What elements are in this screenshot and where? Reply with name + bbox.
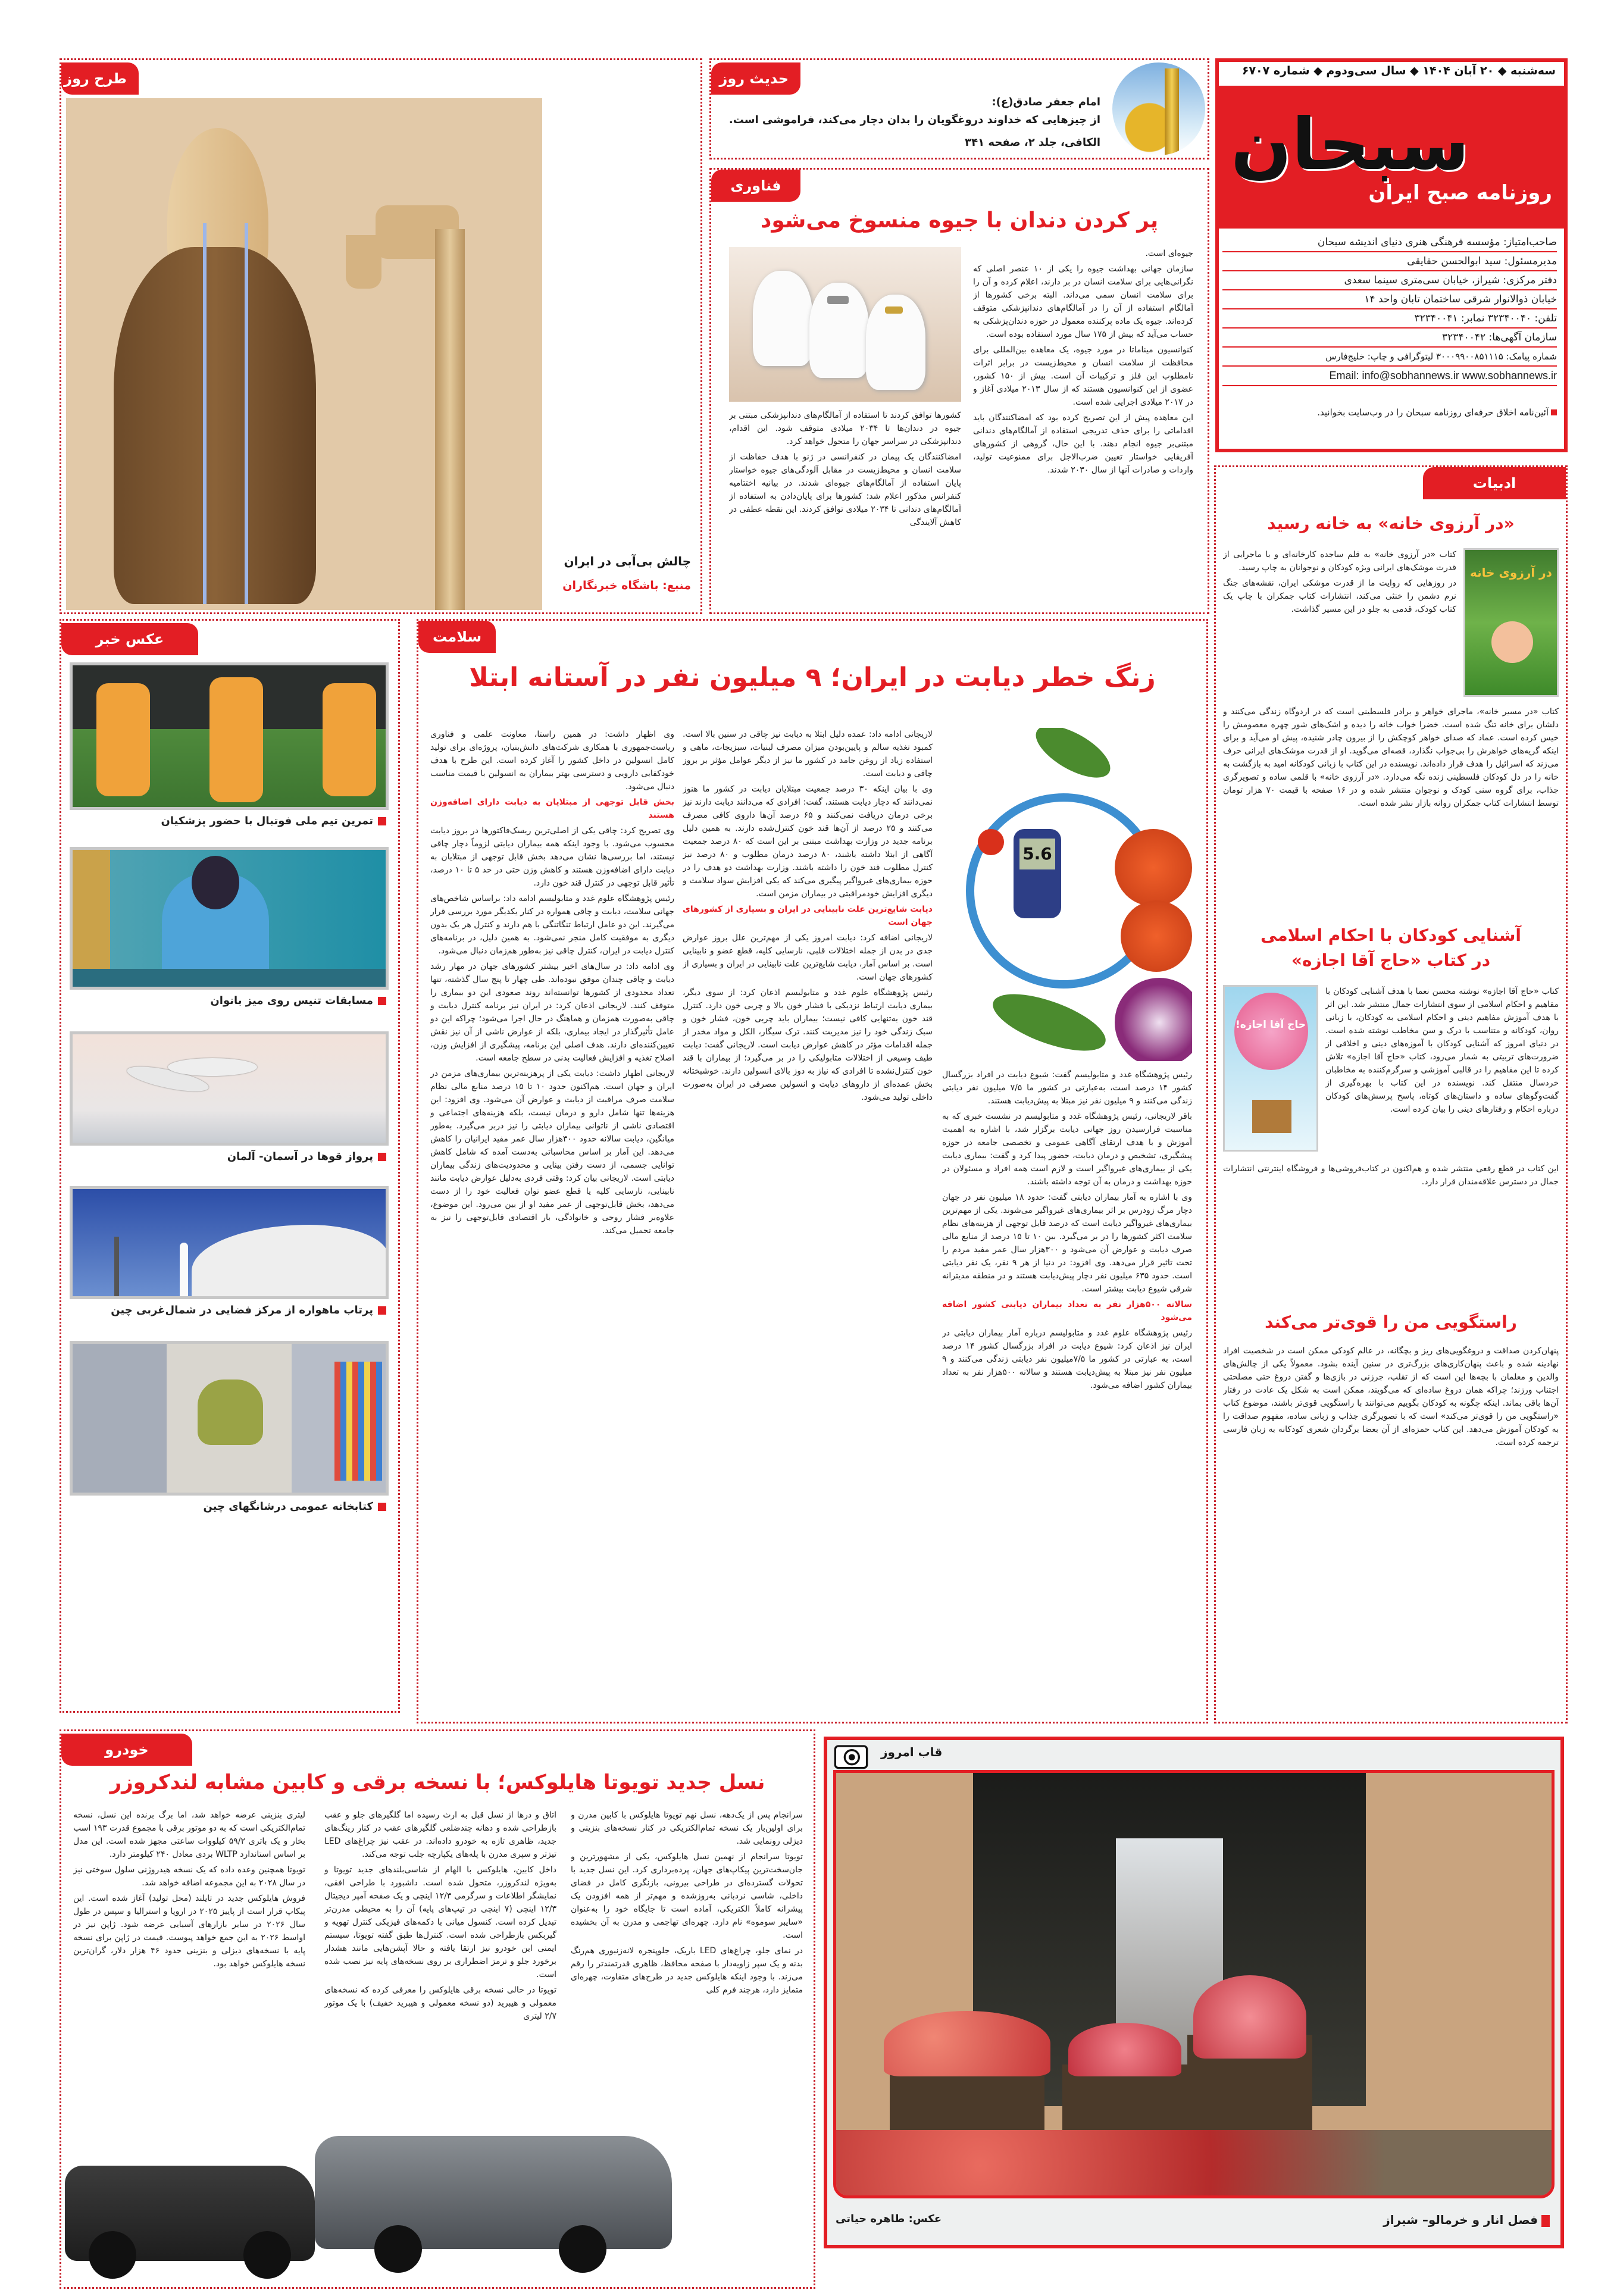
- health-paragraph: لاریجانی ادامه داد: عمده دلیل ابتلا به دیابت نیز چاقی در سنین بالا است. کمبود تغذیه سالم و پایین‌بودن میزان مصرف لبنیات، سبزیجات، ماهی و استفاده زیاد از روغن جامد در کشور ما نیز از دیگر عوامل مؤثر بر بروز چاقی و دیابت است.: [683, 730, 933, 778]
- masthead-info-ads: سازمان آگهی‌ها: ۳۲۳۴۰۰۴۲: [1222, 329, 1557, 348]
- photo-shanghai-library: [70, 1341, 389, 1496]
- health-paragraph: رئیس پژوهشگاه علوم غدد و متابولیسم اذعان کرد: از سوی دیگر، بیماری دیابت ارتباط نزدیکی با فشار خون بالا و چربی خون دارد. کنترل قند خون به‌تنهایی کافی نیست؛ بیماران باید چربی خون، فشار خون و سبک زندگی خود را نیز مدیریت کنند. ترک سیگار، الکل و مواد مخدر از جمله اقدامات مؤثر در کاهش عوارض دیابت است. لاریجانی گفت: دیابت طیف وسیعی از اختلالات متابولیکی را در بر می‌گیرد؛ از بیماران با قند خون کنترل‌نشده تا افرادی که نیاز به دوز بالای انسولین دارند. خوشبختانه بخش عمده‌ای از داروهای دیابت و انسولین مصرفی در ایران به‌صورت داخلی تولید می‌شود.: [683, 988, 933, 1102]
- bullet-square-icon: [378, 817, 386, 825]
- book-cover-haj-agha-ejazeh: [1223, 985, 1318, 1152]
- technology-paragraph: این معاهده پیش از این تصریح کرده بود که امضاکنندگان باید اقداماتی را برای حذف تدریجی استفاده از آمالگام‌های دندانی مبتنی‌بر جیوه انجام دهند. با این حال، گروهی از کشورهای آفریقایی خواستار تعیین ضرب‌الاجل برای ممنوعیت تولید، واردات و صادرات آنها از سال ۲۰۳۰ شدند.: [973, 413, 1193, 475]
- hadith-text: از چیزهایی که خداوند دروغگویان را بدان دچار می‌کند، فراموشی است.: [728, 114, 1100, 126]
- masthead-box: [1215, 58, 1568, 452]
- photo-caption: [227, 1150, 386, 1163]
- design-of-day-box: [60, 58, 702, 614]
- technology-col1: [973, 247, 1193, 606]
- health-headline: زنگ خطر دیابت در ایران؛ ۹ میلیون نفر در آستانه ابتلا: [469, 662, 1156, 693]
- camera-icon: [827, 1740, 875, 1770]
- bullet-square-icon: [1541, 2215, 1550, 2227]
- hadith-tag: حدیث روز: [711, 62, 800, 95]
- frame-caption-text: فصل انار و خرمالو– شیراز: [1383, 2213, 1538, 2227]
- literature-story2-headline-1: آشنایی کودکان با احکام اسلامی: [1261, 925, 1521, 945]
- health-paragraph: وی تصریح کرد: چاقی یکی از اصلی‌ترین ریسک‌فاکتورها در بروز دیابت محسوب می‌شود. با وجود اینکه همه بیماران دیابتی لزوماً دچار چاقی نیستند، اما بررسی‌ها نشان می‌دهد بخش قابل توجهی از مبتلایان به دیابت دارای اضافه‌وزن هستند و کاهش وزن حتی در حد ۵ تا ۱۰ درصد، تأثیر قابل توجهی در کنترل قند خون دارد.: [430, 826, 674, 888]
- literature-story1-text-cont: [1223, 705, 1559, 908]
- design-of-day-source: منبع: باشگاه خبرنگاران: [562, 579, 691, 592]
- frame-of-day-box: [824, 1737, 1564, 2248]
- automotive-paragraph: تویوتا سرانجام از نهمین نسل هایلوکس، یکی از مشهورترین و جان‌سخت‌ترین پیکاپ‌های جهان، پرده‌برداری کرد. این نسل جدید با تحولات گسترده‌ای در طراحی بیرونی، بازنگری کامل در فضای داخلی، شاسی نردبانی به‌روزشده و مهم‌تر از همه افزودن یک پیشرانه کاملاً الکتریکی، آماده است تا جایگاه خود را به‌عنوان «سایبر سوموه» نام دارد. چهره‌ای تهاجمی و مدرن به آن بخشیده است.: [571, 1852, 803, 1940]
- photo-caption: [210, 994, 386, 1007]
- technology-paragraph: امضاکنندگان یک پیمان در کنفرانسی در ژنو با هدف حفاظت از سلامت انسان و محیط‌زیست در مقابل آلودگی‌های جیوه خواستار پایان استفاده از آمالگام‌های جیوه‌ای شدند. در بیانیه اختتامیه کنفرانس مذکور اعلام شد: کشورها برای پایان‌دادن به استفاده از آمالگام‌های دندانی تا ۲۰۳۴ میلادی توافق کردند. این نقطه عطفی در کاهش آلایندگی: [729, 452, 961, 527]
- literature-paragraph: کتاب «در مسیر خانه»، ماجرای خواهر و برادر فلسطینی است که در اردوگاه زندگی می‌کنند و دلشان برای خانه تنگ شده است. خضرا خواب خانه را دیده و اشک‌های شور چهره معصومش را خیس کرده است. عماد که صدای خواهر کوچکش را از بیرون چادر شنیده، پیش او می‌آید و برای اینکه گریه‌های خواهرش را بی‌جواب نگذارد، قصه‌ای می‌گوید. او از قدرت موشک‌های ایرانی حرف می‌زند که اسرائیل را هدف قرار داده‌اند. نویسنده در این کتاب با زبانی کودکانه امید به بازگشت به خانه را در دل کودکان فلسطینی زنده نگه می‌دارد. «در آرزوی خانه» با قلمی ساده و تصویرگری جذاب، برای گروه سنی کودک و نوجوان منتشر شده و در ۱۶ صفحه با قیمت ۷۰ هزار تومان توسط انتشارات کتاب جمکران روانه بازار نشر شده است.: [1223, 707, 1559, 808]
- masthead-dateline: سه‌شنبه ◆ ۲۰ آبان ۱۴۰۴ ◆ سال سی‌ودوم ◆ شماره ۶۷۰۷: [1241, 64, 1556, 77]
- frame-of-day-tag: قاب امروز: [881, 1745, 943, 1759]
- book-cover-dar-arezooye-khaneh: [1463, 548, 1559, 697]
- health-box: [417, 619, 1208, 1723]
- photo-table-tennis: [70, 847, 389, 990]
- masthead-info-owner: صاحب‌امتیاز: مؤسسه فرهنگی هنری دنیای اندیشه سبحان: [1222, 233, 1557, 252]
- automotive-box: [60, 1729, 815, 2289]
- ethics-note-text: آئین‌نامه اخلاق حرفه‌ای روزنامه سبحان را در وب‌سایت بخوانید.: [1317, 407, 1549, 418]
- literature-tag: ادبیات: [1423, 467, 1566, 499]
- automotive-tag: خودرو: [61, 1734, 192, 1766]
- literature-paragraph: کتاب «حاج آقا اجازه» نوشته محسن نعما با هدف آشنایی کودکان با مفاهیم و احکام اسلامی از سوی انتشارات جمال منتشر شد. این اثر با هدف آموزش مفاهیم دینی و احکام اسلامی به کودکان، با زبانی روان، کودکانه و متناسب با درک و سن مخاطب نوشته شده است. در دنیای امروز که آشنایی کودکان با آموزه‌های دینی و اخلاقی از ضرورت‌های تربیتی به شمار می‌رود، کتاب «حاج آقا اجازه» تلاش کرده تا این مفاهیم را در قالبی آموزشی و سرگرم‌کننده به مخاطبان خردسال منتقل کند. نویسنده در این کتاب با بهره‌گیری از گفت‌وگوهای ساده و داستان‌های کوتاه، پاسخ پرسش‌های کودکان درباره احکام و رفتارهای دینی را بیان کرده است.: [1325, 987, 1559, 1114]
- literature-story3-headline: راستگویی من را قوی‌تر می‌کند: [1265, 1312, 1517, 1332]
- design-of-day-tag: طرح روز: [61, 62, 139, 95]
- technology-paragraph: کشورها توافق کردند تا استفاده از آمالگام‌های دندانپزشکی مبتنی بر جیوه در دندان‌ها تا ۲۰۳۴ میلادی متوقف شود. این اقدام، دندانپزشکی در سراسر جهان را متحول خواهد کرد.: [729, 411, 961, 446]
- frame-of-day-caption: [1383, 2213, 1550, 2227]
- health-col-b: [683, 728, 933, 1716]
- masthead-ethics-note: [1317, 407, 1557, 418]
- bullet-square-icon: [1551, 409, 1557, 415]
- hadith-box: [709, 58, 1209, 159]
- hadith-speaker: امام جعفر صادق(ع):: [992, 96, 1100, 108]
- bullet-square-icon: [378, 1306, 386, 1315]
- teeth-image: [729, 247, 961, 402]
- literature-story1-headline: «در آرزوی خانه» به خانه رسید: [1267, 514, 1515, 533]
- caption-text: کتابخانه عمومی درشانگهای چین: [203, 1500, 373, 1513]
- automotive-col2: [324, 1809, 556, 2106]
- health-col-a: [942, 1068, 1192, 1717]
- technology-paragraph: جیوه‌ای است.: [1145, 249, 1193, 258]
- bullet-square-icon: [378, 1153, 386, 1161]
- shrine-image: [1112, 62, 1205, 155]
- automotive-headline: نسل جدید تویوتا هایلوکس؛ با نسخه برقی و کابین مشابه لندکروزر: [110, 1771, 765, 1794]
- health-paragraph: وی با اشاره به آمار بیماران دیابتی گفت: حدود ۱۸ میلیون نفر در جهان دچار مرگ زودرس بر اثر بیماری‌های غیرواگیر می‌شوند. یکی از مهم‌ترین بیماری‌های غیرواگیر دیابت است که درصد قابل توجهی از هزینه‌های نظام سلامت اکثر کشورها را در بر می‌گیرد. بین ۱۰ تا ۱۵ درصد از منابع مالی صرف دیابت و عوارض آن می‌شود و ۳۰۰هزار سال عمر مفید مردم را تحت تاثیر قرار می‌دهد. وی افزود: در دنیا از هر ۹ نفر، یک نفر دیابتی است. حدود ۶۳۵ میلیون نفر دچار پیش‌دیابت هستند و در منطقه مدیترانه شرقی شیوع دیابت بیشتر است.: [942, 1193, 1192, 1294]
- book-cover-title-2: حاج آقا اجازه!: [1235, 1019, 1306, 1031]
- technology-paragraph: سازمان جهانی بهداشت جیوه را یکی از ۱۰ عنصر اصلی که نگرانی‌هایی برای سلامت انسان در بر دارند، اعلام کرده و آن را برای سلامت انسان سمی می‌داند. البته برخی کشورها از آمالگام استفاده از آن را در آمالگام‌های دندانپزشکی متوقف کرده‌اند. جیوه یک ماده پرکننده معمول در حوزه دندان‌پزشکی به حساب می‌آید که بیش از ۱۷۵ سال مورد استفاده بوده است.: [973, 264, 1193, 339]
- photo-satellite-launch: [70, 1186, 389, 1299]
- bullet-square-icon: [378, 1503, 386, 1511]
- technology-headline: پر کردن دندان با جیوه منسوخ می‌شود: [760, 208, 1159, 233]
- diabetes-image: [942, 728, 1192, 1061]
- literature-story2-text: [1325, 985, 1559, 1158]
- bullet-square-icon: [378, 997, 386, 1005]
- technology-paragraph: کنوانسیون میناماتا در مورد جیوه، یک معاهده بین‌المللی برای محافظت از سلامت انسان و محیط‌زیست در برابر اثرات نامطلوب این فلز و ترکیبات آن است. بیش از ۱۵۰ کشور، عضوی از این کنوانسیون هستند که از سال ۲۰۱۳ میلادی آغاز و در ۲۰۱۷ میلادی اجرایی شده است.: [973, 345, 1193, 407]
- literature-paragraph: پنهان‌کردن صداقت و دروغگویی‌های ریز و بچگانه، در عالم کودکی ممکن است در شخصیت افراد نهادینه شده و باعث پنهان‌کاری‌های بزرگ‌تری در سنین آینده بشود. معمولاً یکی از چالش‌های والدین و معلمان با بچه‌ها این است که از تقلب، جرزنی در بازی‌ها و گفتن دروغ حتی مصلحتی اجتناب ورزند؛ چراکه همان دروغ ساده‌ای که می‌گویند، ممکن است به شکل یک عادت در رفتار آن‌ها باقی بماند. اینکه چگونه به کودکان بگوییم می‌توانند با راستگویی قوی‌تر باشند، موضوع کتاب «راستگویی من را قوی‌تر می‌کند» است که با تصویرگری جذاب و زبانی ساده، مفهوم صداقت را به کودکان آموزش می‌دهد. این کتاب حمزه‌ای از آن بعضا برگردان شعری کودکانه به زبان فارسی ترجمه کرده است.: [1223, 1346, 1559, 1447]
- technology-box: [709, 168, 1209, 614]
- hadith-source: الکافی، جلد ۲، صفحه ۳۴۱: [965, 136, 1100, 149]
- automotive-paragraph: سرانجام پس از یک‌دهه، نسل نهم تویوتا هایلوکس با کابین مدرن و برای اولین‌بار یک نسخه تمام‌الکتریکی در کنار نسخه‌های بنزینی و دیزلی رونمایی شد.: [571, 1810, 803, 1846]
- hilux-image: [65, 2112, 672, 2285]
- health-subheading: دیابت شایع‌ترین علت نابینایی در ایران و بسیاری از کشورهای جهان است: [683, 905, 933, 927]
- health-col-c: [430, 728, 674, 1716]
- masthead-info: [1222, 233, 1557, 386]
- masthead-logo-text: سبحان: [1231, 104, 1469, 186]
- caption-text: پرواز قوها در آسمان- آلمان: [227, 1150, 373, 1163]
- masthead-info-director: مدیرمسئول: سید ابوالحسن حقایقی: [1222, 252, 1557, 271]
- photo-caption: [204, 1500, 387, 1513]
- design-of-day-caption: چالش بی‌آبی در ایران: [564, 554, 691, 568]
- masthead-info-sms: شماره پیامک: ۳۰۰۰۹۹۰۰۸۵۱۱۱۵ لیتوگرافی و چاپ: خلیج‌فارس: [1222, 348, 1557, 367]
- masthead-email-link[interactable]: Email: info@sobhannews.ir www.sobhannews.ir: [1329, 370, 1557, 381]
- health-paragraph: رئیس پژوهشگاه علوم غدد و متابولیسم درباره آمار بیماران دیابتی در ایران نیز اذعان کرد: شیوع دیابت در افراد بزرگسال کشور ۱۴ درصد است، به عبارتی در کشور ما ۷/۵میلیون نفر دیابتی زندگی می‌کنند و ۹ میلیون نفر نیز مبتلا به پیش‌دیابت هستند و سالانه ۵۰۰هزار نفر به تعداد بیماران کشور اضافه می‌شود.: [942, 1328, 1192, 1390]
- glucose-meter-reading: 5.6: [1019, 839, 1055, 869]
- automotive-paragraph: اتاق و درها از نسل قبل به ارث رسیده اما گلگیرهای جلو و عقب بازطراحی شده و دهانه چندضلعی گلگیرهای عقب در کنار رینگ‌های جدید، ظاهری تازه به خودرو داده‌اند. در عقب نیز چراغ‌های LED تیزتر و سپری مدرن با پله‌های یکپارچه جلب توجه می‌کند.: [324, 1810, 556, 1859]
- automotive-paragraph: داخل کابین، هایلوکس با الهام از شاسی‌بلندهای جدید تویوتا و به‌ویژه لندکروزر، متحول شده است. داشبورد با طراحی افقی، نمایشگر اطلاعات و سرگرمی ۱۲/۳ اینچی و یک صفحه آمپر دیجیتال ۱۲/۳ اینچی (۷ اینچی در تیپ‌های پایه) آن را به محیطی مدرن‌تر تبدیل کرده است. کنسول میانی با دکمه‌های فیزیکی کنترل تهویه و گیربکس بازطراحی شده است. کنترل‌ها طبق گفته تویوتا، سیستم ایمنی این خودرو نیز ارتقا یافته و حالا آپشن‌هایی مانند هشدار برخورد جلو و ترمز اضطراری بر روی نسخه‌های پایه نیز نصب شده است.: [324, 1865, 556, 1979]
- automotive-paragraph: فروش هایلوکس جدید در تایلند (محل تولید) آغاز شده است. این پیکاپ قرار است از پاییز ۲۰۲۵ در اروپا و استرالیا و سپس در طول سال ۲۰۲۶ در سایر بازارهای آسیایی عرضه شود. ژاپن نیز در اواسط ۲۰۲۶ به این جمع خواهد پیوست. قیمت در ژاپن برای نسخه پایه با نسخه‌های دیزلی و بنزینی حدود ۴۶ هزار دلار، گران‌ترین نسخه هایلوکس خواهد بود.: [73, 1894, 305, 1969]
- photo-caption: [161, 815, 386, 827]
- technology-tag: فناوری: [711, 170, 800, 202]
- literature-box: [1214, 465, 1568, 1723]
- health-paragraph: وی با بیان اینکه ۳۰ درصد جمعیت مبتلایان دیابت در کشور ما هنوز نمی‌دانند که دچار دیابت هستند، گفت: افرادی که می‌دانند دیابت دارند نیز برخی درمان دریافت نمی‌کنند و ۶۵ درصد آن‌ها داروی کافی مصرف می‌کنند و ۲۵ درصد از آن‌ها قند خون کنترل‌شده دارند. به همین دلیل برنامه جدید در وزارت بهداشت مبتنی بر این است که ۸۰ درصد جمعیت آگاهی از ابتلا داشته باشند، ۸۰ درصد درمان مطلوب و ۸۰ درصد نیز کنترل مطلوب قند خون را داشته باشند. وزارت بهداشت دو هدف را در حوزه بیماری‌های غیرواگیر پیگیری می‌کند که یکی افزایش سواد سلامت و دیگری افزایش خودمراقبتی در بیماران مزمن است.: [683, 784, 933, 899]
- literature-story2-text-cont: [1223, 1162, 1559, 1198]
- masthead-tagline: روزنامه صبح ایران: [1368, 181, 1552, 205]
- masthead-email: [1222, 367, 1557, 386]
- literature-paragraph: کتاب «در آرزوی خانه» به قلم ساجده کارخانه‌ای و با ماجرایی از قدرت موشک‌های ایرانی ویژه کودکان و نوجوانان به چاپ رسید.: [1223, 550, 1456, 573]
- automotive-paragraph: در نمای جلو، چراغ‌های LED باریک، جلوپنجره لانه‌زنبوری هم‌رنگ بدنه و یک سپر زاویه‌دار با صفحه محافظ، ظاهری قدرتمندتر را رقم می‌زند. با وجود اینکه هایلوکس جدید در طرح‌های متفاوت، چهره‌ای متمایز دارد، هرچند فرم کلی: [571, 1946, 803, 1995]
- masthead-info-office: دفتر مرکزی: شیراز، خیابان سی‌متری سینما سعدی: [1222, 271, 1557, 290]
- literature-story1-text: [1223, 548, 1456, 700]
- automotive-paragraph: لیتری بنزینی عرضه خواهد شد، اما برگ برنده این نسل، نسخه تمام‌الکتریکی است که به دو موتور برقی با مجموع قدرت ۱۹۳ اسب بخار و یک باتری ۵۹/۲ کیلووات ساعتی مجهز شده است. این مدل بر اساس استاندارد WLTP بردی معادل ۲۴۰ کیلومتر دارد.: [73, 1810, 305, 1859]
- health-tag: سلامت: [418, 621, 496, 653]
- automotive-paragraph: تویوتا همچنین وعده داده که یک نسخه هیدروژنی سلول سوختی نیز در سال ۲۰۲۸ به این مجموعه اضافه خواهد شد.: [73, 1865, 305, 1888]
- masthead-info-phone: تلفن: ۳۲۳۴۰۰۴۰ نمابر: ۳۲۳۴۰۰۴۱: [1222, 309, 1557, 329]
- health-paragraph: باقر لاریجانی، رئیس پژوهشگاه غدد و متابولیسم در نشست خبری که به مناسبت فرارسیدن روز جهانی دیابت برگزار شد، با اشاره به اهمیت آموزش و با هدف ارتقای آگاهی عمومی و تخصصی جامعه در حوزه پیشگیری، تشخیص و درمان دیابت، حضور پیدا کرد و گفت: بیماری دیابت یکی از بیماری‌های غیرواگیر است و لازم است همه افراد و مسئولان در حوزه بهداشت و درمان به آن توجه داشته باشند.: [942, 1112, 1192, 1187]
- photo-caption: [111, 1304, 386, 1316]
- literature-paragraph: در روزهایی که روایت ما از قدرت موشکی ایران، نقشه‌های جنگ نرم دشمن را خنثی می‌کند، انتشارات کتاب جمکران با چاپ یک کتاب کودک، قدمی به جلو در این مسیر گذاشت.: [1223, 578, 1456, 614]
- photo-news-box: [60, 619, 400, 1713]
- masthead-info-address: خیابان ذوالانوار شرقی ساختمان تابان واحد ۱۴: [1222, 290, 1557, 309]
- health-paragraph: رئیس پژوهشگاه علوم غدد و متابولیسم ادامه داد: براساس شاخص‌های جهانی سلامت، دیابت و چاقی همواره در کنار یکدیگر مورد بررسی قرار می‌گیرند. این دو عامل ارتباط تنگاتنگی با هم دارند و کنترل هر یک بدون دیگری به موفقیت کامل منجر نمی‌شود. به همین دلیل، در برنامه‌های کنترل دیابت در ایران، کنترل چاقی نیز به‌طور هم‌زمان دنبال می‌شود.: [430, 894, 674, 956]
- health-subheading: بخش قابل توجهی از مبتلایان به دیابت دارای اضافه‌وزن هستند: [430, 797, 674, 820]
- health-subheading: سالانه ۵۰۰هزار نفر به تعداد بیماران دیابتی کشور اضافه می‌شود: [942, 1300, 1192, 1322]
- health-paragraph: وی اظهار داشت: در همین راستا، معاونت علمی و فناوری ریاست‌جمهوری با همکاری شرکت‌های دانش‌بنیان، پروژه‌ای برای تولید کامل انسولین در داخل کشور را آغاز کرده است. این طرح با هدف خودکفایی دارویی و دسترسی بهتر بیماران به انسولین با قیمت مناسب دنبال می‌شود.: [430, 730, 674, 792]
- photo-football-training: [70, 662, 389, 810]
- photo-news-tag: عکس خبر: [61, 623, 198, 655]
- health-paragraph: رئیس پژوهشگاه غدد و متابولیسم گفت: شیوع دیابت در افراد بزرگسال کشور ۱۴ درصد است، به‌عبارتی در کشور ما ۷/۵ میلیون نفر دیابتی زندگی می‌کنند و ۹ میلیون نفر نیز مبتلا به پیش‌دیابت هستند.: [942, 1070, 1192, 1106]
- caption-text: تمرین تیم ملی فوتبال با حضور پزشکیان: [161, 815, 373, 827]
- caption-text: پرتاب ماهواره از مرکز فضایی در شمال‌غربی چین: [111, 1304, 373, 1316]
- health-paragraph: لاریجانی اضافه کرد: دیابت امروز یکی از مهم‌ترین علل بروز عوارض جدی در بدن از جمله اختلالات قلبی، نارسایی کلیه، قطع عضو و نابینایی است. بر اساس آمار، دیابت شایع‌ترین علت نابینایی در ایران و بسیاری از کشورهای جهان است.: [683, 933, 933, 982]
- technology-col2: [729, 409, 961, 606]
- pomegranate-photo: [833, 1770, 1555, 2198]
- caption-text: مسابقات تنیس روی میز بانوان: [210, 994, 373, 1007]
- cartoon-image: [66, 98, 542, 610]
- health-paragraph: وی ادامه داد: در سال‌های اخیر بیشتر کشورهای جهان در مهار رشد دیابت و چاقی چندان موفق نبوده‌اند. طی چهار تا پنج سال گذشته، تنها تعداد محدودی از کشورها توانسته‌اند روند صعودی این دو بیماری را متوقف کنند. لاریجانی اذعان کرد: در ایران نیز برنامه کنترل دیابت و چاقی به‌صورت همزمان و هماهنگ در حال اجرا می‌شود؛ چراکه این دو عامل تأثیرگذار در ایجاد بیماری، بلکه از عوارض ناشی از آن نیز نقش تعیین‌کننده‌ای دارند. هدف اصلی این برنامه، پیشگیری از افزایش وزن، اصلاح تغذیه و افزایش فعالیت بدنی در سطح جامعه است.: [430, 962, 674, 1063]
- photo-swans: [70, 1031, 389, 1146]
- automotive-paragraph: تویوتا در حالی نسخه برقی هایلوکس را معرفی کرده که نسخه‌های معمولی و هیبرید (دو نسخه معمولی و هیبرید خفیف) با یک موتور ۲/۷ لیتری: [324, 1985, 556, 2021]
- automotive-col1: [571, 1809, 803, 2106]
- book-cover-title: در آرزوی خانه: [1470, 565, 1552, 580]
- frame-of-day-photographer: عکس: طاهره حیاتی: [836, 2213, 942, 2225]
- literature-paragraph: این کتاب در قطع رقعی منتشر شده و هم‌اکنون در کتاب‌فروشی‌ها و فروشگاه اینترنتی انتشارات جمال در دسترس علاقه‌مندان قرار دارد.: [1223, 1164, 1559, 1187]
- automotive-col3: [73, 1809, 305, 2106]
- health-paragraph: لاریجانی اظهار داشت: دیابت یکی از پرهزینه‌ترین بیماری‌های مزمن در ایران و جهان است. هم‌اکنون حدود ۱۰ تا ۱۵ درصد منابع مالی نظام سلامت صرف مراقبت از دیابت و عوارض آن می‌شود. وی افزود: این هزینه‌ها تنها شامل دارو و درمان نیست، بلکه هزینه‌های اجتماعی و اقتصادی ناشی از ناتوانی بیماران دیابتی را نیز دربر می‌گیرد. به‌طور میانگین، دیابت سالانه حدود ۳۰۰هزار سال عمر مفید ایرانیان را کاهش می‌دهد. این آمار بر اساس محاسباتی به‌دست آمده که شامل کاهش توانایی جسمی، از دست رفتن بینایی و محدودیت‌های زندگی بیماران دیابتی است. لاریجانی بیان کرد: وقتی فردی به‌دلیل عوارض دیابت مانند نابینایی، نارسایی کلیه یا قطع عضو توان فعالیت خود را از دست می‌دهد، بخش قابل‌توجهی از عمر مفید او از بین می‌رود. این موضوع، علاوه‌بر فشار روحی و خانوادگی، بار اقتصادی قابل‌توجهی را نیز به جامعه تحمیل می‌کند.: [430, 1069, 674, 1235]
- literature-story2-headline-2: در کتاب «حاج آقا اجازه»: [1291, 950, 1491, 970]
- literature-story3-text: [1223, 1344, 1559, 1523]
